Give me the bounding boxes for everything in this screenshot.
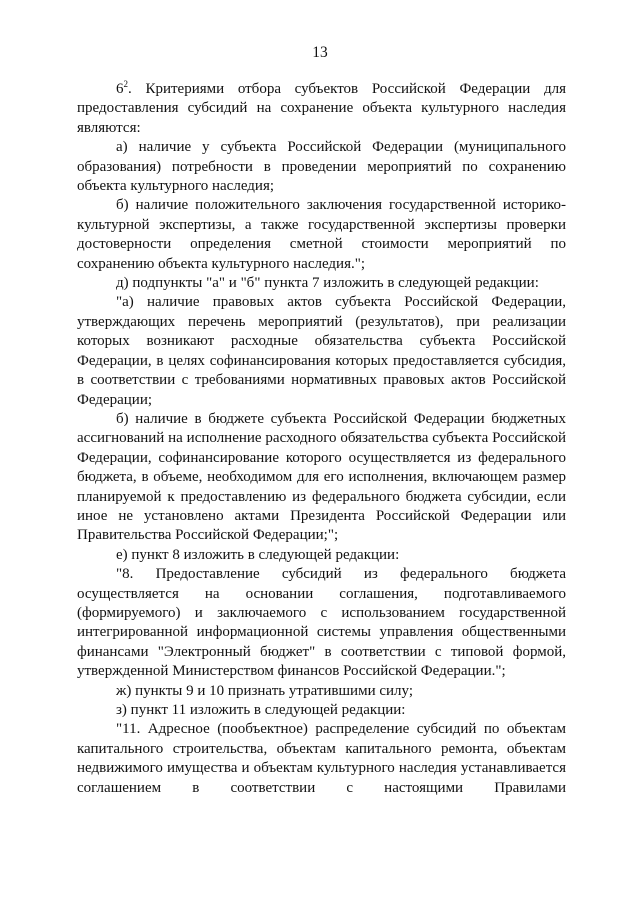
paragraph-criteria: $6^2$. Критериями отбора субъектов Российской Федерации для предоставления субсидий на сохранение объекта культурного наследия являются:: [77, 79, 566, 136]
paragraph-amendment-zh: ж) пункты 9 и 10 признать утратившими силу;: [116, 682, 413, 699]
paragraph-amendment-e: е) пункт 8 изложить в следующей редакции:: [116, 546, 400, 563]
document-body: [77, 80, 566, 798]
paragraph-new-subitem-b: б) наличие в бюджете субъекта Российской Федерации бюджетных ассигнований на исполнение расходного обязательства субъекта Российской Федерации, софинансирование которого осуществляется из федерального бюджета, в объеме, необходимом для его исполнения, включающем размер планируемой к предоставлению из федерального бюджета субсидии, если иное не установлено актами Президента Российской Федерации или Правительства Российской Федерации;";: [77, 410, 566, 544]
paragraph-new-item-8: "8. Предоставление субсидий из федерального бюджета осуществляется на основании соглашения, подготавливаемого (формируемого) и заключаемого с использованием государственной интегрированной информационной системы управления общественными финансами "Электронный бюджет" в соответствии с типовой формой, утвержденной Министерством финансов Российской Федерации.";: [77, 566, 566, 680]
page-number: 13: [312, 44, 328, 61]
paragraph-amendment-z: з) пункт 11 изложить в следующей редакции:: [116, 702, 406, 718]
paragraph-criterion-b: б) наличие положительного заключения государственной историко-культурной экспертизы, а также государственной экспертизы проверки достоверности определения сметной стоимости мероприятий по сохранению объекта культурного наследия.";: [77, 197, 566, 272]
paragraph-new-item-11: "11. Адресное (пообъектное) распределение субсидий по объектам капитального строительства, объектам капитального ремонта, объектам недвижимого имущества и объектам культурного наследия устанавливается соглашением в соответствии с настоящими Правилами: [77, 721, 566, 796]
paragraph-amendment-d: д) подпункты "а" и "б" пункта 7 изложить в следующей редакции:: [116, 275, 539, 292]
paragraph-new-subitem-a: "а) наличие правовых актов субъекта Российской Федерации, утверждающих перечень мероприятий (результатов), при реализации которых возникают расходные обязательства субъекта Российской Федерации, в целях софинансирования которых предоставляется субсидия, в соответствии с требованиями нормативных правовых актов Российской Федерации;: [77, 294, 566, 408]
clause-number: $6^2$: [116, 79, 128, 97]
paragraph-criterion-a: а) наличие у субъекта Российской Федерации (муниципального образования) потребности в проведении мероприятий по сохранению объекта культурного наследия;: [77, 139, 566, 195]
